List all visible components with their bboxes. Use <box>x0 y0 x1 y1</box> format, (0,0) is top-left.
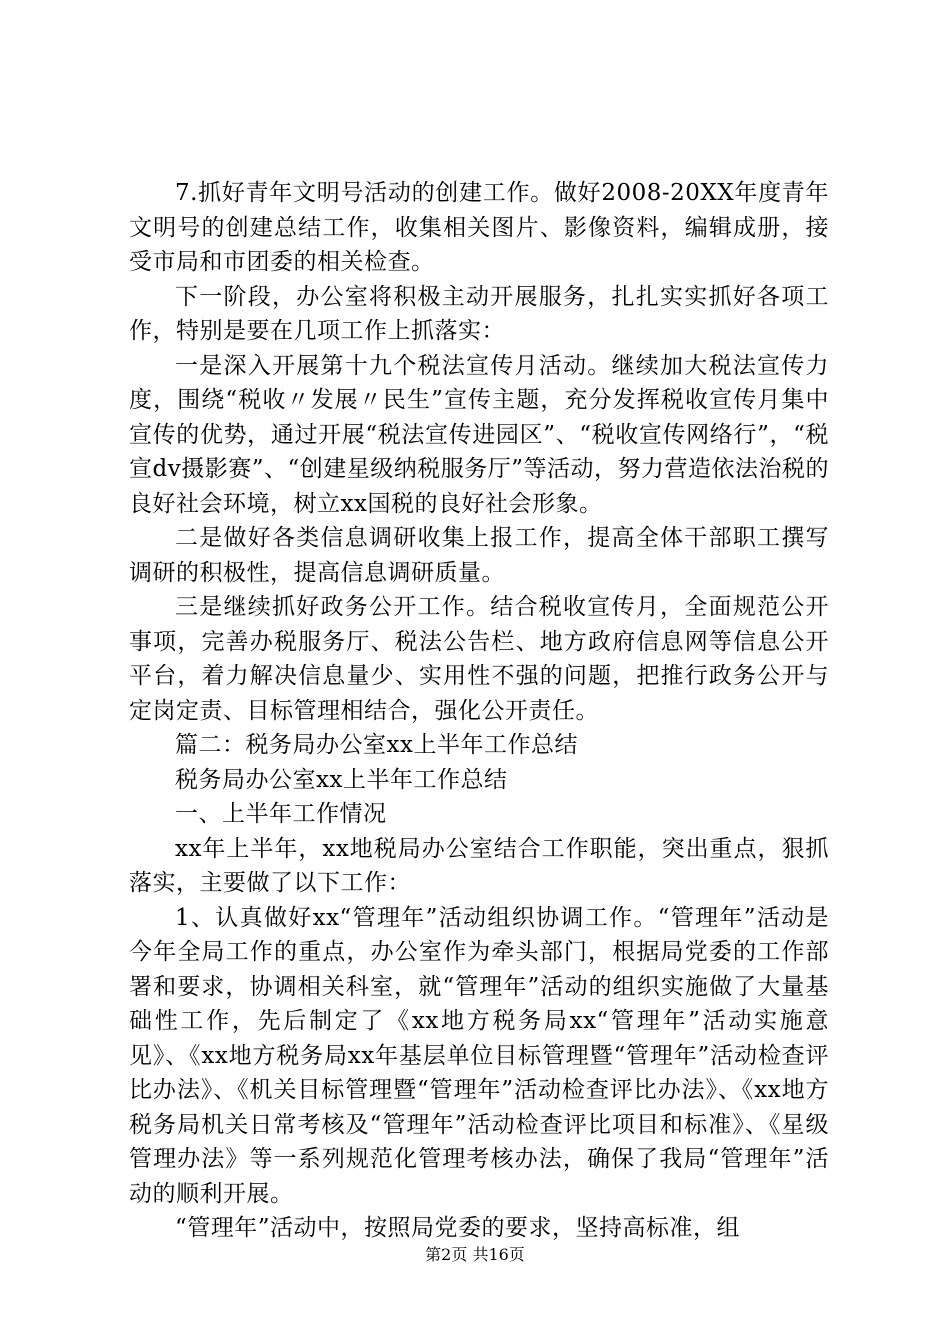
document-body <box>129 176 829 1246</box>
paragraph-first-task: 一是深入开展第十九个税法宣传月活动。继续加大税法宣传力度，围绕“税收〃发展〃民生”宣传主题，充分发挥税收宣传月集中宣传的优势，通过开展“税法宣传进园区”、“税收宣传网络行”，“税宣dv摄影赛”、“创建星级纳税服务厅”等活动，努力营造依法治税的良好社会环境，树立xx国税的良好社会形象。 <box>129 352 829 517</box>
paragraph-second-task: 二是做好各类信息调研收集上报工作，提高全体干部职工撰写调研的积极性，提高信息调研质量。 <box>129 525 829 586</box>
paragraph-next-stage: 下一阶段，办公室将积极主动开展服务，扎扎实实抓好各项工作，特别是要在几项工作上抓落实： <box>129 283 829 344</box>
paragraph-third-task: 三是继续抓好政务公开工作。结合税收宣传月，全面规范公开事项，完善办税服务厅、税法公告栏、地方政府信息网等信息公开平台，着力解决信息量少、实用性不强的问题，把推行政务公开与定岗定责、目标管理相结合，强化公开责任。 <box>129 594 829 724</box>
paragraph-overview: xx年上半年，xx地税局办公室结合工作职能，突出重点，狠抓落实，主要做了以下工作： <box>129 835 829 896</box>
page-number-footer: 第2页 共16页 <box>425 1245 525 1264</box>
section-heading-part-two: 篇二：税务局办公室xx上半年工作总结 <box>175 732 578 758</box>
section-heading-first-half: 一、上半年工作情况 <box>175 801 387 827</box>
document-title: 税务局办公室xx上半年工作总结 <box>175 766 508 793</box>
paragraph-management-year-continued: “管理年”活动中，按照局党委的要求，坚持高标准，组 <box>175 1215 741 1241</box>
paragraph-management-year: 1、认真做好xx“管理年”活动组织协调工作。“管理年”活动是今年全局工作的重点，办公室作为牵头部门，根据局党委的工作部署和要求，协调相关科室，就“管理年”活动的组织实施做了大量基础性工作，先后制定了《xx地方税务局xx“管理年”活动实施意见》、《xx地方税务局xx年基层单位目标管理暨“管理年”活动检查评比办法》、《机关目标管理暨“管理年”活动检查评比办法》、《xx地方税务局机关日常考核及“管理年”活动检查评比项目和标准》、《星级管理办法》等一系列规范化管理考核办法，确保了我局“管理年”活动的顺利开展。 <box>129 904 829 1207</box>
paragraph-item-7: 7.抓好青年文明号活动的创建工作。做好2008-20XX年度青年文明号的创建总结工作，收集相关图片、影像资料，编辑成册，接受市局和市团委的相关检查。 <box>129 180 829 275</box>
